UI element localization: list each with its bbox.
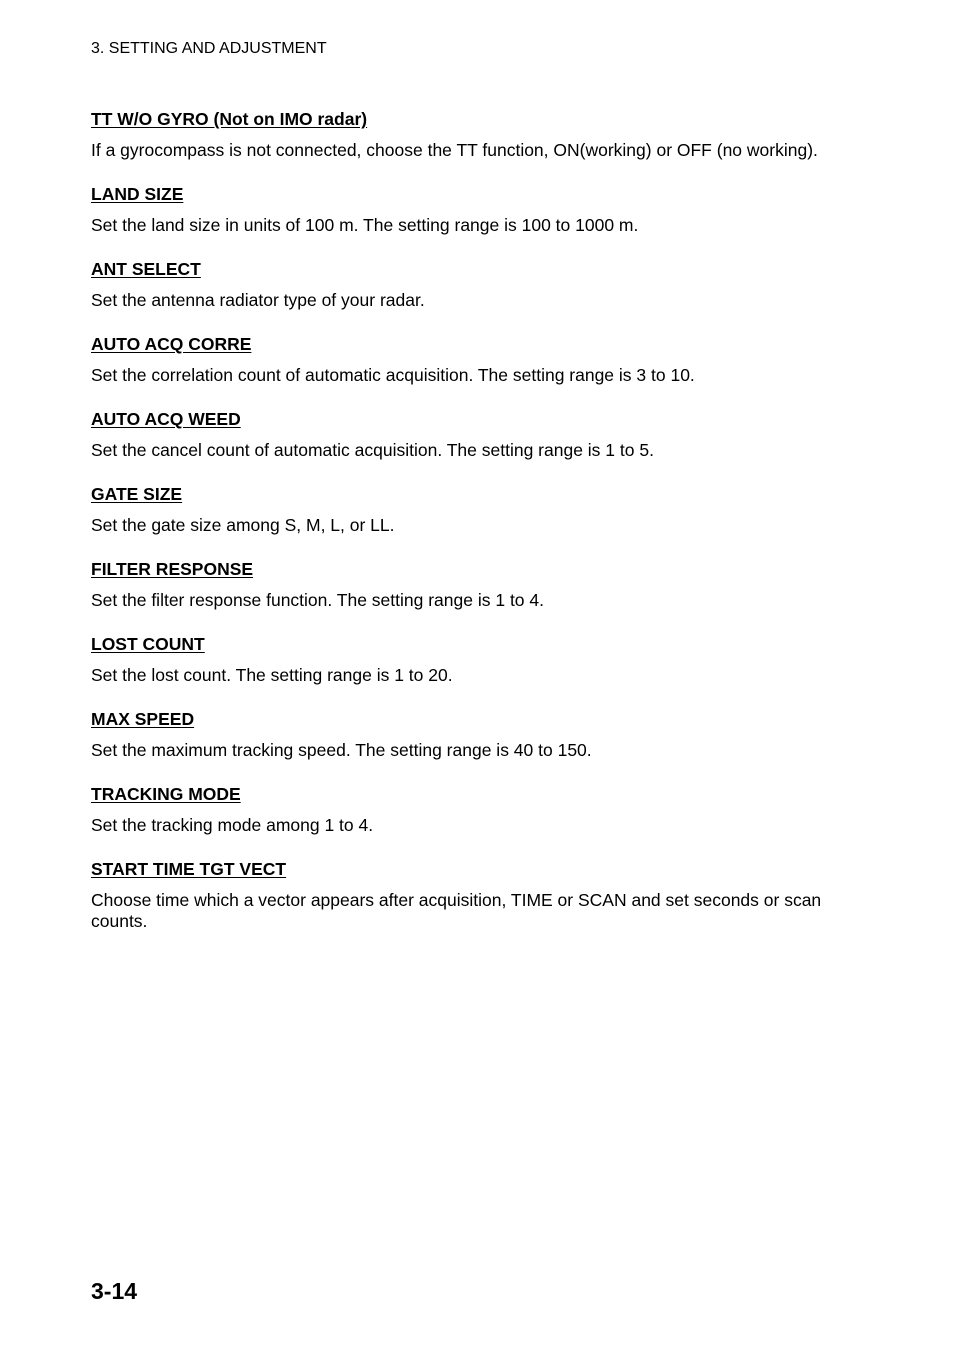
section-tracking-mode <box>91 784 831 836</box>
section-description: Set the tracking mode among 1 to 4. <box>91 815 374 835</box>
section-land-size <box>91 184 831 236</box>
section-ant-select <box>91 259 831 311</box>
section-heading: FILTER RESPONSE <box>91 559 254 579</box>
section-heading: LOST COUNT <box>91 634 205 654</box>
section-gate-size <box>91 484 831 536</box>
page-number: 3-14 <box>91 1278 138 1304</box>
section-auto-acq-weed <box>91 409 831 461</box>
section-heading: GATE SIZE <box>91 484 183 504</box>
section-description: Set the correlation count of automatic acquisition. The setting range is 3 to 10. <box>91 365 695 385</box>
section-description: Set the antenna radiator type of your radar. <box>91 290 425 310</box>
section-heading: AUTO ACQ CORRE <box>91 334 252 354</box>
section-description: Set the cancel count of automatic acquisition. The setting range is 1 to 5. <box>91 440 654 460</box>
document-body <box>91 109 831 932</box>
running-header: 3. SETTING AND ADJUSTMENT <box>91 40 327 57</box>
section-start-time-tgt-vect <box>91 859 831 932</box>
section-description: If a gyrocompass is not connected, choose the TT function, ON(working) or OFF (no working). <box>91 140 818 160</box>
section-heading: START TIME TGT VECT <box>91 859 287 879</box>
section-tt-wo-gyro <box>91 109 831 161</box>
section-auto-acq-corre <box>91 334 831 386</box>
section-filter-response <box>91 559 831 611</box>
section-heading: AUTO ACQ WEED <box>91 409 241 429</box>
section-description: Set the land size in units of 100 m. The setting range is 100 to 1000 m. <box>91 215 639 235</box>
section-description: Choose time which a vector appears after acquisition, TIME or SCAN and set seconds or scan counts. <box>91 890 822 931</box>
section-lost-count <box>91 634 831 686</box>
section-heading: LAND SIZE <box>91 184 184 204</box>
section-heading: TT W/O GYRO (Not on IMO radar) <box>91 109 368 129</box>
section-max-speed <box>91 709 831 761</box>
section-heading: TRACKING MODE <box>91 784 241 804</box>
section-description: Set the filter response function. The setting range is 1 to 4. <box>91 590 545 610</box>
section-heading: ANT SELECT <box>91 259 201 279</box>
section-description: Set the gate size among S, M, L, or LL. <box>91 515 395 535</box>
section-heading: MAX SPEED <box>91 709 195 729</box>
section-description: Set the lost count. The setting range is 1 to 20. <box>91 665 453 685</box>
section-description: Set the maximum tracking speed. The setting range is 40 to 150. <box>91 740 592 760</box>
